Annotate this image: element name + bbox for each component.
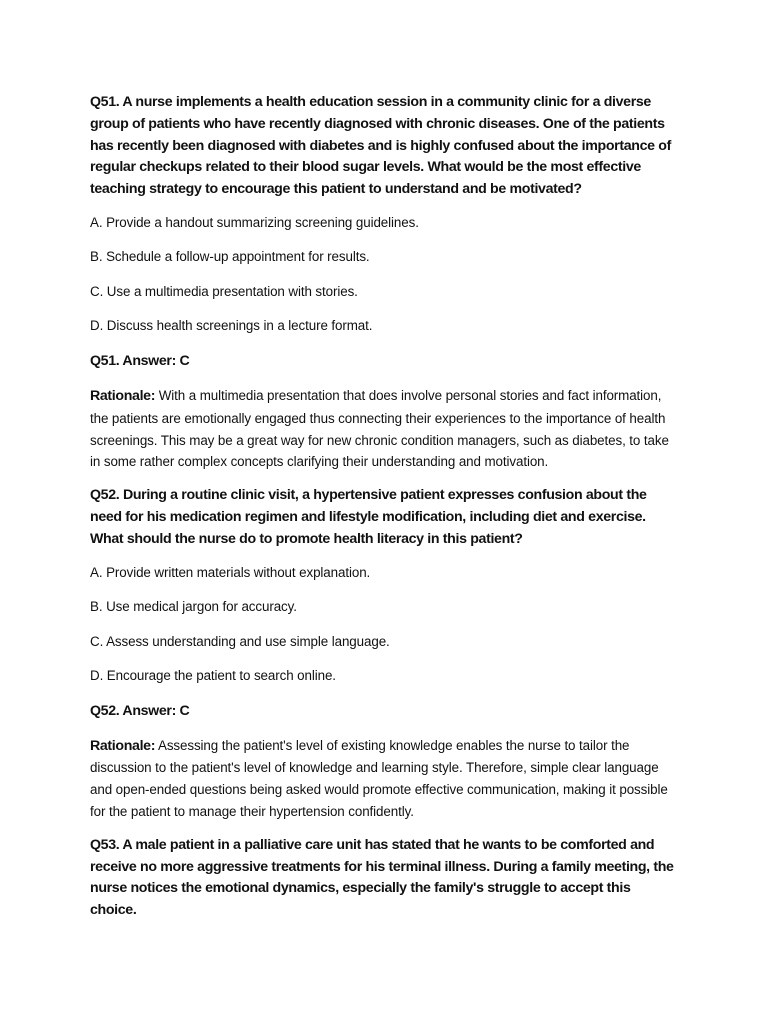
- rationale-label: Rationale:: [90, 737, 156, 754]
- option-c: C. Assess understanding and use simple language.: [90, 633, 390, 649]
- rationale-q51: [90, 385, 680, 473]
- option-b: B. Schedule a follow-up appointment for results.: [90, 249, 370, 265]
- question-q52: Q52. During a routine clinic visit, a hypertensive patient expresses confusion about the need for his medication regimen and lifestyle modification, including diet and exercise. What should the nurse do to promote health literacy in this patient?: [90, 487, 647, 547]
- option-d: D. Encourage the patient to search online.: [90, 668, 336, 684]
- document-page: [90, 92, 680, 934]
- rationale-text: With a multimedia presentation that does involve personal stories and fact information, the patients are emotionally engaged thus connecting their experiences to the importance of health screenings. This may be a great way for new chronic condition managers, such as diabetes, to take in some rather complex concepts clarifying their understanding and motivation.: [90, 387, 669, 470]
- rationale-text: Assessing the patient's level of existing knowledge enables the nurse to tailor the discussion to the patient's level of knowledge and learning style. Therefore, simple clear language and open-ended questions being asked would promote effective communication, making it possible for the patient to manage their hypertension confidently.: [90, 737, 668, 819]
- rationale-q52: [90, 735, 680, 823]
- answer-q51: Q51. Answer: C: [90, 352, 190, 369]
- option-a: A. Provide a handout summarizing screening guidelines.: [90, 214, 419, 230]
- question-q53: Q53. A male patient in a palliative care unit has stated that he wants to be comforted and receive no more aggressive treatments for his terminal illness. During a family meeting, the nurse notices the emotional dynamics, especially the family's struggle to accept this choice.: [90, 836, 674, 919]
- answer-q52: Q52. Answer: C: [90, 702, 190, 719]
- option-b: B. Use medical jargon for accuracy.: [90, 599, 297, 615]
- rationale-label: Rationale:: [90, 387, 156, 404]
- question-q51: Q51. A nurse implements a health education session in a community clinic for a diverse group of patients who have recently diagnosed with chronic diseases. One of the patients has recently been diagnosed with diabetes and is highly confused about the importance of regular checkups related to their blood sugar levels. What would be the most effective teaching strategy to encourage this patient to understand and be motivated?: [90, 94, 671, 198]
- option-a: A. Provide written materials without explanation.: [90, 564, 371, 580]
- option-d: D. Discuss health screenings in a lecture format.: [90, 318, 373, 334]
- option-c: C. Use a multimedia presentation with stories.: [90, 283, 358, 299]
